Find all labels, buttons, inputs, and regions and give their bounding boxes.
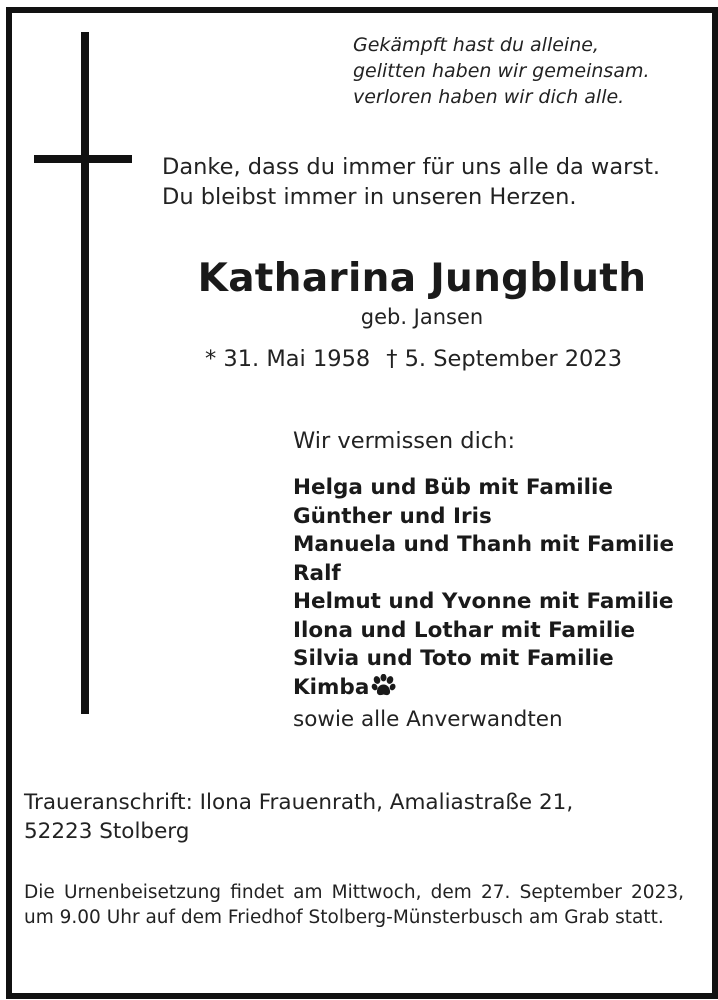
mourner-name: Günther und Iris xyxy=(293,503,492,529)
deceased-name: Katharina Jungbluth xyxy=(197,256,647,301)
paw-icon xyxy=(371,674,397,707)
mourners-heading: Wir vermissen dich: xyxy=(293,428,516,454)
mourner-name: Helga und Büb mit Familie xyxy=(293,475,613,500)
poem-line: gelitten haben wir gemeinsam. xyxy=(353,60,650,82)
cross-vertical-bar xyxy=(81,32,89,714)
poem-line: verloren haben wir dich alle. xyxy=(353,86,625,108)
address-line-1: Traueranschrift: Ilona Frauenrath, Amaliastraße 21, xyxy=(24,790,574,815)
poem-line: Gekämpft hast du alleine, xyxy=(353,34,599,56)
poem xyxy=(353,32,683,110)
death-date: † 5. September 2023 xyxy=(386,346,623,372)
mourners-list xyxy=(293,474,674,735)
mourner-name: Ralf xyxy=(293,560,341,586)
cross-horizontal-bar xyxy=(34,155,132,163)
life-dates xyxy=(205,346,622,372)
birth-date: * 31. Mai 1958 xyxy=(205,346,371,372)
thanks-line: Du bleibst immer in unseren Herzen. xyxy=(162,184,577,210)
thanks-message xyxy=(162,152,660,212)
mourner-pet xyxy=(293,674,674,707)
address-line-2: 52223 Stolberg xyxy=(24,819,190,844)
mourner-name: Kimba xyxy=(293,674,370,700)
relatives-line: sowie alle Anverwandten xyxy=(293,707,563,732)
mourner-name: Silvia und Toto mit Familie xyxy=(293,646,614,671)
mourner-name: Manuela und Thanh mit Familie xyxy=(293,532,675,557)
mourner-name: Ilona und Lothar mit Familie xyxy=(293,617,636,643)
mourner-name: Helmut und Yvonne mit Familie xyxy=(293,589,674,614)
maiden-name: geb. Jansen xyxy=(360,305,484,329)
mourning-address xyxy=(24,788,573,846)
burial-notice: Die Urnenbeisetzung findet am Mittwoch, dem 27. September 2023, um 9.00 Uhr auf dem Friedhof Stolberg-Münsterbusch am Grab statt. xyxy=(24,882,684,928)
thanks-line: Danke, dass du immer für uns alle da warst. xyxy=(162,154,661,180)
